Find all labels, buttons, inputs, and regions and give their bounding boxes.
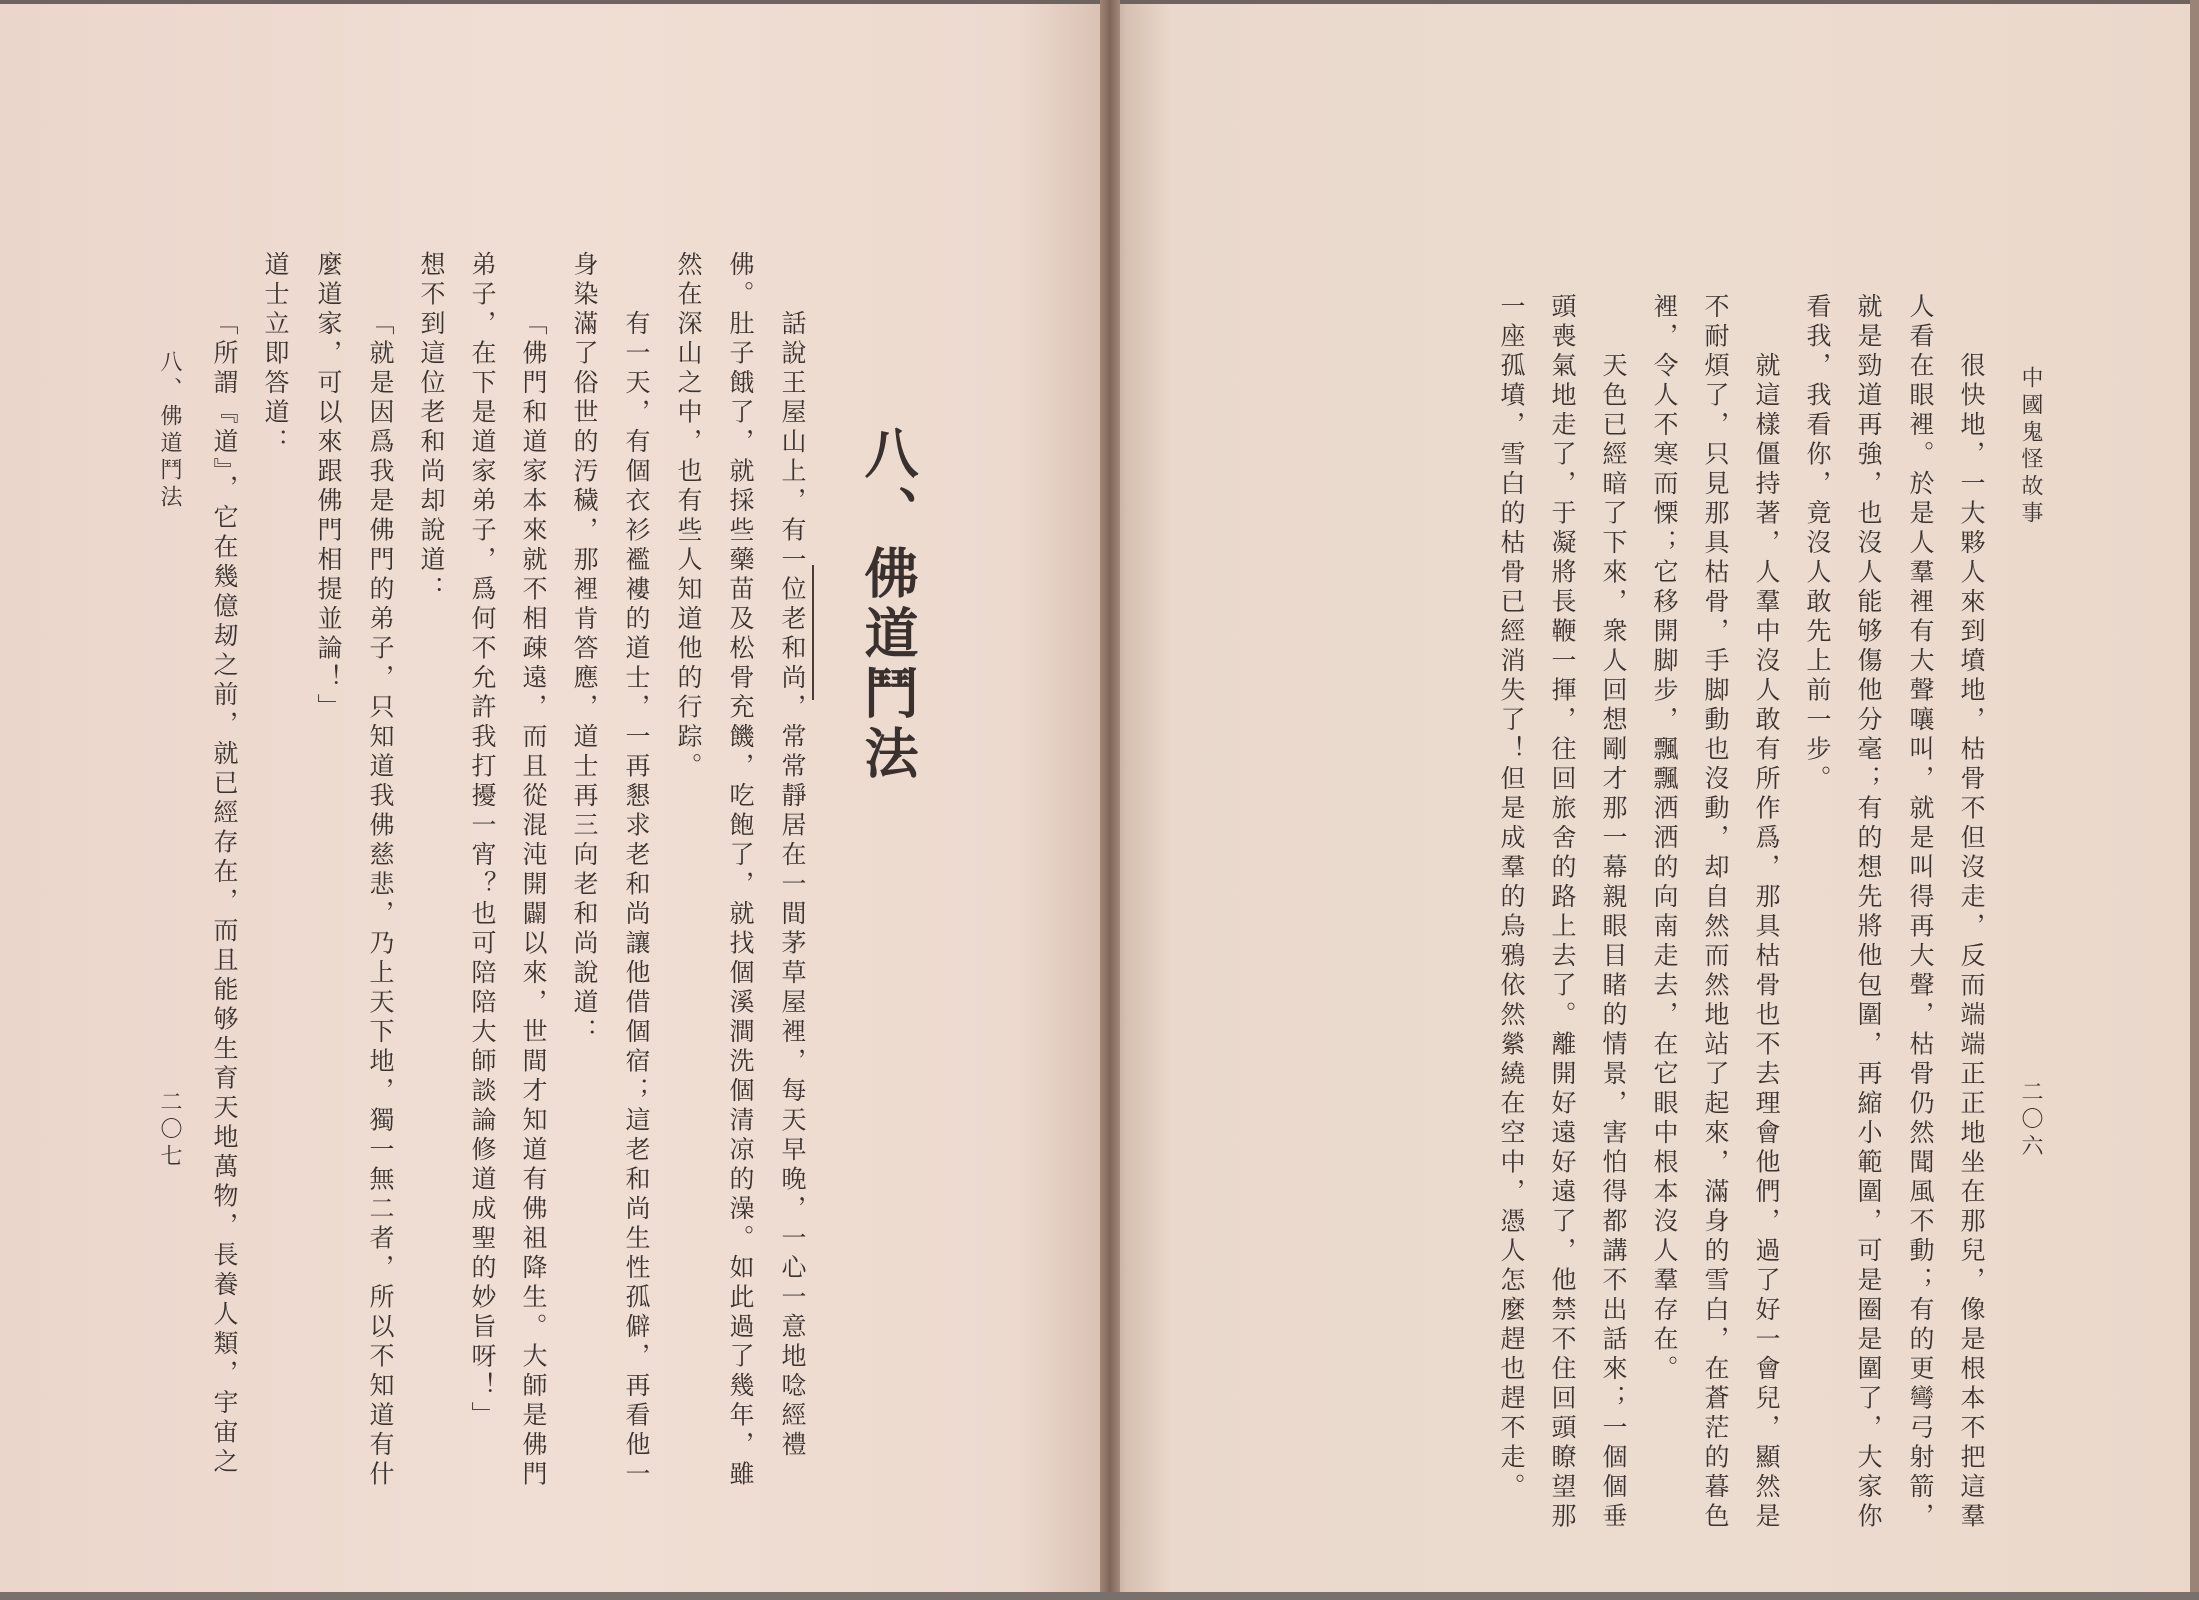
page-edge: [2190, 0, 2199, 1600]
text-column: 麼道家，可以來跟佛門相提並論！」: [314, 251, 343, 723]
handwritten-bracket-mark: [812, 565, 814, 700]
page-number: 二〇七: [157, 1090, 182, 1171]
book-spine: [1100, 0, 1120, 1600]
left-page: [0, 4, 1105, 1592]
text-column: 「所謂『道』，它在幾億刼之前，就已經存在，而且能够生育天地萬物，長養人類，宇宙之: [210, 310, 239, 1478]
text-column: 人看在眼裡。於是人羣裡有大聲嚷叫，就是叫得再大聲，枯骨仍然聞風不動；有的更彎弓射箭，: [1906, 293, 1935, 1532]
running-header: 中國鬼怪故事: [2018, 366, 2043, 528]
chapter-title: 八、佛道鬥法: [856, 425, 919, 785]
page-number: 二〇六: [2018, 1080, 2043, 1161]
running-footer: 八、佛道鬥法: [157, 350, 182, 512]
text-column: 裡，令人不寒而慄；它移開脚步，飄飄洒洒的向南走去，在它眼中根本沒人羣存在。: [1650, 293, 1679, 1385]
text-column: 道士立即答道：: [261, 251, 290, 458]
text-column: 有一天，有個衣衫襤褸的道士，一再懇求老和尚讓他借個宿；這老和尚生性孤僻，再看他一: [622, 310, 651, 1490]
text-column: 看我，我看你，竟沒人敢先上前一步。: [1803, 293, 1832, 795]
text-column: 就是勁道再強，也沒人能够傷他分毫；有的想先將他包圍，再縮小範圍，可是圈是圍了，大家你: [1854, 293, 1883, 1532]
text-column: 就這樣僵持著，人羣中沒人敢有所作爲，那具枯骨也不去理會他們，過了好一會兒，顯然是: [1752, 352, 1781, 1532]
text-column: 弟子，在下是道家弟子，爲何不允許我打擾一宵？也可陪陪大師談論修道成聖的妙旨呀！」: [468, 251, 497, 1431]
text-column: 然在深山之中，也有些人知道他的行踪。: [674, 251, 703, 782]
text-column: 頭喪氣地走了，于凝將長鞭一揮，往回旅舍的路上去了。離開好遠好遠了，他禁不住回頭瞭望那: [1548, 293, 1577, 1532]
text-column: 天色已經暗了下來，衆人回想剛才那一幕親眼目睹的情景，害怕得都講不出話來；一個個垂: [1599, 352, 1628, 1532]
text-column: 身染滿了俗世的汚穢，那裡肯答應，道士再三向老和尚說道：: [570, 251, 599, 1048]
scan-bottom-edge: [0, 1592, 2199, 1600]
text-column: 想不到這位老和尚却說道：: [417, 251, 446, 605]
text-column: 很快地，一大夥人來到墳地，枯骨不但沒走，反而端端正正地坐在那兒，像是根本不把這羣: [1957, 352, 1986, 1532]
text-column: 一座孤墳，雪白的枯骨已經消失了！但是成羣的烏鴉依然縈繞在空中，憑人怎麼趕也趕不走。: [1497, 293, 1526, 1503]
text-column: 佛。肚子餓了，就採些藥苗及松骨充饑，吃飽了，就找個溪澗洗個清凉的澡。如此過了幾年，雖: [726, 251, 755, 1490]
text-column: 不耐煩了，只見那具枯骨，手脚動也沒動，却自然而然地站了起來，滿身的雪白，在蒼茫的暮色: [1701, 293, 1730, 1532]
text-column: 「佛門和道家本來就不相疎遠，而且從混沌開闢以來，世間才知道有佛祖降生。大師是佛門: [519, 310, 548, 1490]
text-column: 「就是因爲我是佛門的弟子，只知道我佛慈悲，乃上天下地，獨一無二者，所以不知道有什: [366, 310, 395, 1490]
text-column: 話說王屋山上，有一位老和尚，常常靜居在一間茅草屋裡，每天早晚，一心一意地唸經禮: [778, 310, 807, 1461]
